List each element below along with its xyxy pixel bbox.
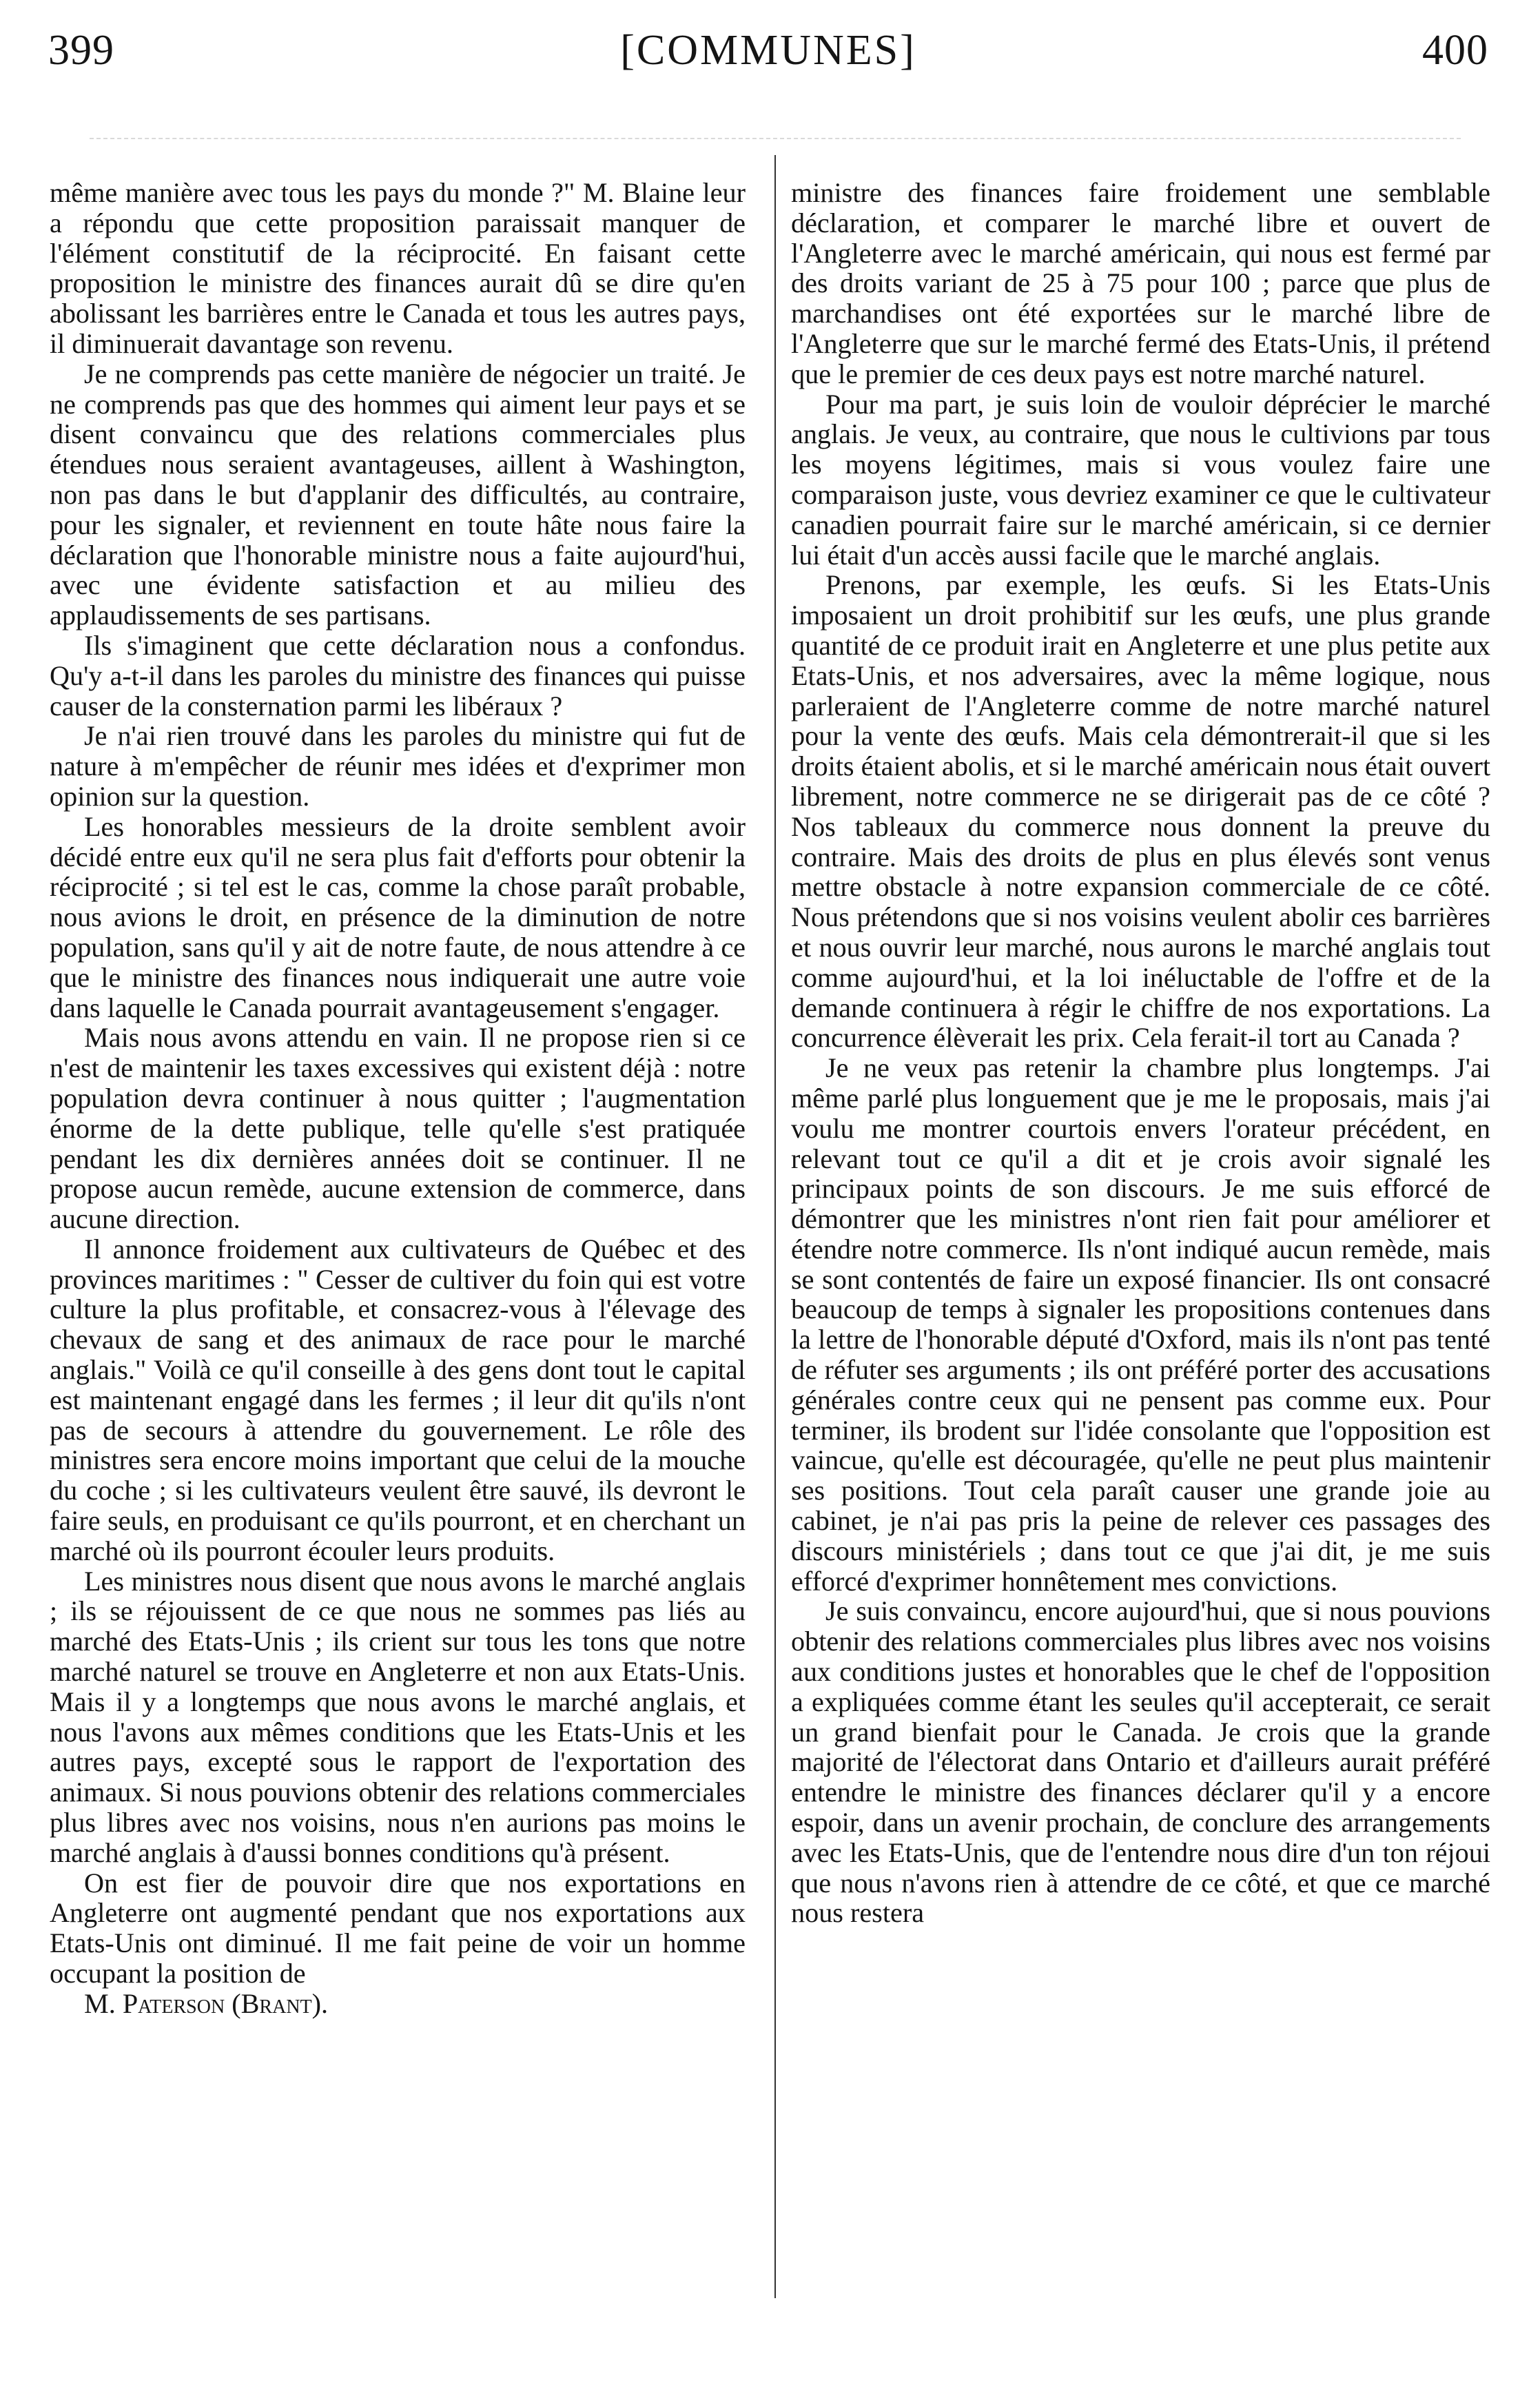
- paragraph: Mais nous avons attendu en vain. Il ne propose rien si ce n'est de maintenir les taxes excessives qui existent déjà : notre population devra continuer à nous quitter ; l'augmentation énorme de la dette publique, telle qu'elle s'est pratiquée pendant les dix dernières années doit se continuer. Il ne propose aucun remède, aucune extension de commerce, dans aucune direction.: [50, 1022, 746, 1235]
- header-rule: [90, 138, 1461, 139]
- paragraph: Je ne veux pas retenir la chambre plus longtemps. J'ai même parlé plus longuement que je me le proposais, mais j'ai voulu me montrer courtois envers l'orateur précédent, en relevant tout ce qu'il a dit et je crois avoir signalé les principaux points de son discours. Je me suis efforcé de démontrer que les ministres n'ont rien fait pour améliorer et étendre notre commerce. Ils n'ont indiqué aucun remède, mais se sont contentés de faire un exposé financier. Ils ont consacré beaucoup de temps à signaler les propositions contenues dans la lettre de l'honorable député d'Oxford, mais ils n'ont pas tenté de réfuter ses arguments ; ils ont préféré porter des accusations générales contre ceux qui ne pensent pas comme eux. Pour terminer, ils brodent sur l'idée consolante que l'opposition est vaincue, qu'elle est découragée, qu'elle ne peut plus maintenir ses positions. Tout cela paraît causer une grande joie au cabinet, je n'ai pas pris la peine de relever ces passages des discours ministériels ; dans tout ce que j'ai dit, je me suis efforcé d'exprimer honnêtement mes convictions.: [791, 1052, 1490, 1597]
- running-title: [COMMUNES]: [620, 27, 916, 74]
- paragraph: Pour ma part, je suis loin de vouloir déprécier le marché anglais. Je veux, au contraire, que nous le cultivions par tous les moyens légitimes, mais si vous voulez faire une comparaison juste, vous devriez examiner ce que le cultivateur canadien pourrait faire sur le marché américain, si ce dernier lui était d'un accès aussi facile que le marché anglais.: [791, 388, 1490, 571]
- paragraph: Je n'ai rien trouvé dans les paroles du ministre qui fut de nature à m'empêcher de réunir mes idées et d'exprimer mon opinion sur la question.: [50, 720, 746, 812]
- page-header: [48, 26, 1488, 88]
- page-number-right: 400: [1422, 27, 1488, 74]
- paragraph: Les ministres nous disent que nous avons le marché anglais ; ils se réjouissent de ce que nous ne sommes pas liés au marché des Etats-Unis ; ils crient sur tous les tons que notre marché naturel se trouve en Angleterre et non aux Etats-Unis. Mais il y a longtemps que nous avons le marché anglais, et nous l'avons aux mêmes conditions que les Etats-Unis et les autres pays, excepté sous le rapport de l'exportation des animaux. Si nous pouvions obtenir des relations commerciales plus libres avec nos voisins, nous n'en aurions pas moins le marché anglais à d'aussi bonnes conditions qu'à présent.: [50, 1565, 746, 1868]
- page-number-left: 399: [48, 27, 114, 74]
- paragraph: On est fier de pouvoir dire que nos exportations en Angleterre ont augmenté pendant que nos exportations aux Etats-Unis ont diminué. Il me fait peine de voir un homme occupant la position de: [50, 1867, 746, 1989]
- paragraph: Je suis convaincu, encore aujourd'hui, que si nous pouvions obtenir des relations commerciales plus libres avec nos voisins aux conditions justes et honorables que le chef de l'opposition a expliquées comme étant les seules qu'il accepterait, ce serait un grand bienfait pour le Canada. Je crois que la grande majorité de l'électorat dans Ontario et d'ailleurs aurait préféré entendre le ministre des finances déclarer qu'il y a encore espoir, dans un avenir prochain, de conclure des arrangements avec les Etats-Unis, que de l'entendre nous dire d'un ton réjoui que nous n'avons rien à attendre de ce côté, et que ce marché nous restera: [791, 1595, 1490, 1929]
- paragraph: Prenons, par exemple, les œufs. Si les Etats-Unis imposaient un droit prohibitif sur les œufs, une plus grande quantité de ce produit irait en Angleterre et une plus petite aux Etats-Unis, et nos adversaires, avec la même logique, nous parleraient de l'Angleterre comme de notre marché naturel pour la vente des œufs. Mais cela démontrerait-il que si les droits étaient abolis, et si le marché américain nous était ouvert librement, notre commerce ne se dirigerait pas de ce côté ? Nos tableaux du commerce nous donnent la preuve du contraire. Mais des droits de plus en plus élevés sont venus mettre obstacle à notre expansion commerciale de ce côté. Nous prétendons que si nos voisins veulent abolir ces barrières et nous ouvrir leur marché, nous aurons le marché anglais tout comme aujourd'hui, et la loi inéluctable de l'offre et de la demande continuera à régir le chiffre de nos exportations. La concurrence élèverait les prix. Cela ferait-il tort au Canada ?: [791, 569, 1490, 1054]
- speaker-attribution: M. Paterson (Brant).: [84, 1987, 329, 2019]
- paragraph: Il annonce froidement aux cultivateurs de Québec et des provinces maritimes : " Cesser de cultiver du foin qui est votre culture la plus profitable, et consacrez-vous à l'élevage des chevaux de sang et des animaux de race pour le marché anglais." Voilà ce qu'il conseille à des gens dont tout le capital est maintenant engagé dans les fermes ; il leur dit qu'ils n'ont pas de secours à attendre du gouvernement. Le rôle des ministres sera encore moins important que celui de la mouche du coche ; si les cultivateurs veulent être sauvé, ils devront le faire seuls, en produisant ce qu'ils pourront, et en cherchant un marché où ils pourront écouler leurs produits.: [50, 1233, 746, 1566]
- left-column: [50, 178, 746, 2019]
- paragraph: Les honorables messieurs de la droite semblent avoir décidé entre eux qu'il ne sera plus fait d'efforts pour obtenir la réciprocité ; si tel est le cas, comme la chose paraît probable, nous avions le droit, en présence de la diminution de notre population, sans qu'il y ait de notre faute, de nous attendre à ce que le ministre des finances nous indiquerait une autre voie dans laquelle le Canada pourrait avantageusement s'engager.: [50, 810, 746, 1023]
- paragraph: Je ne comprends pas cette manière de négocier un traité. Je ne comprends pas que des hommes qui aiment leur pays et se disent convaincu que des relations commerciales plus étendues nous seraient avantageuses, aillent à Washington, non pas dans le but d'applanir des difficultés, au contraire, pour les signaler, et reviennent en toute hâte nous faire la déclaration que l'honorable ministre nous a faite aujourd'hui, avec une évidente satisfaction et au milieu des applaudissements de ses partisans.: [50, 358, 746, 631]
- paragraph: ministre des finances faire froidement une semblable déclaration, et comparer le marché libre et ouvert de l'Angleterre avec le marché américain, qui nous est fermé par des droits variant de 25 à 75 pour 100 ; parce que plus de marchandises ont été exportées sur le marché libre de l'Angleterre que sur le marché fermé des Etats-Unis, il prétend que le premier de ces deux pays est notre marché naturel.: [791, 177, 1490, 389]
- paragraph: Ils s'imaginent que cette déclaration nous a confondus. Qu'y a-t-il dans les paroles du ministre des finances qui puisse causer de la consternation parmi les libéraux ?: [50, 629, 746, 721]
- paragraph: même manière avec tous les pays du monde ?" M. Blaine leur a répondu que cette proposition paraissait manquer de l'élément constitutif de la réciprocité. En faisant cette proposition le ministre des finances aurait dû se dire qu'en abolissant les barrières entre le Canada et tous les autres pays, il diminuerait davantage son revenu.: [50, 177, 746, 359]
- right-column: [791, 178, 1490, 1928]
- column-divider: [774, 155, 776, 2298]
